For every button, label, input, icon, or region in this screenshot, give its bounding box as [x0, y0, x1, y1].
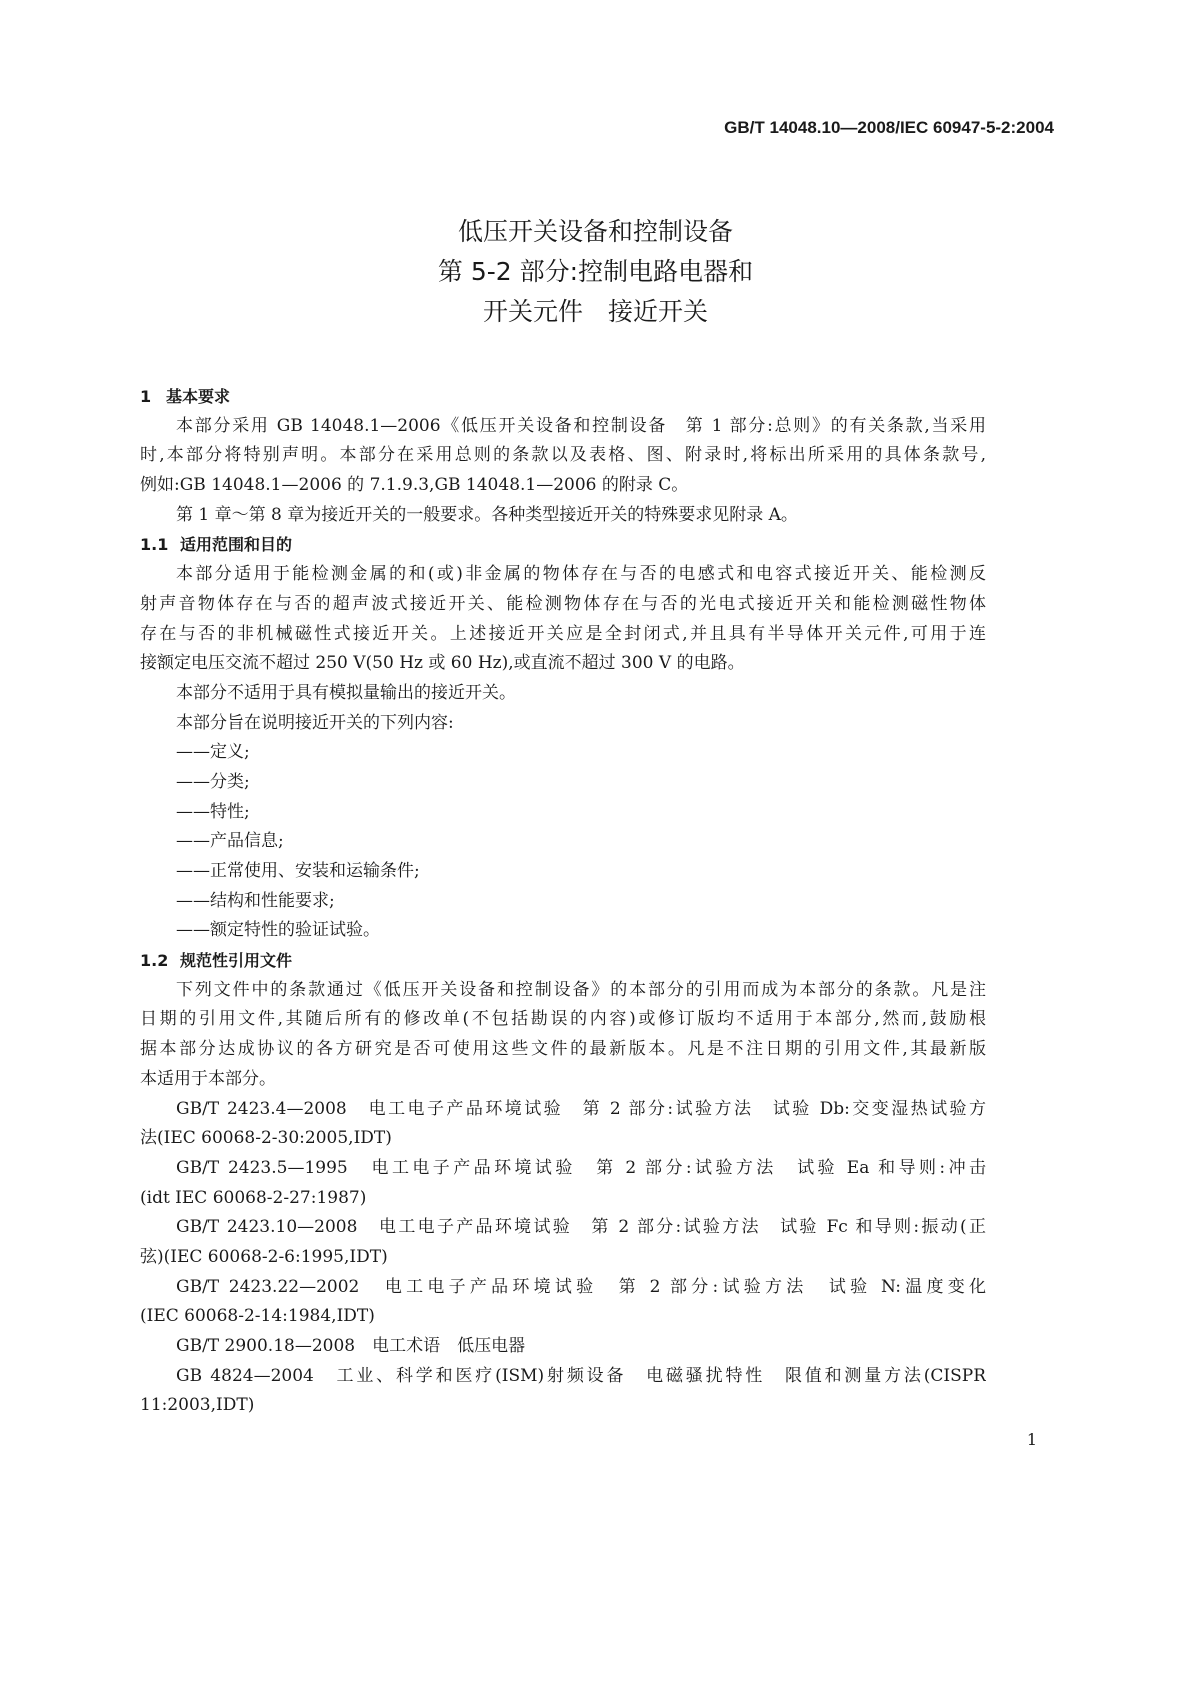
paragraph-line: 本部分适用于能检测金属的和(或)非金属的物体存在与否的电感式和电容式接近开关、能检测反 [176, 564, 986, 585]
paragraph-line: ——特性; [176, 801, 250, 822]
paragraph-line: GB/T 2423.22—2002 电工电子产品环境试验 第 2 部分:试验方法 试验 N:温度变化 [176, 1276, 986, 1297]
paragraph-line: 时,本部分将特别声明。本部分在采用总则的条款以及表格、图、附录时,将标出所采用的具体条款号, [140, 445, 986, 466]
section-title: 规范性引用文件 [180, 951, 293, 971]
paragraph-line: ——定义; [176, 742, 250, 763]
paragraph-line: 法(IEC 60068-2-30:2005,IDT) [140, 1128, 392, 1149]
paragraph-line: 本部分旨在说明接近开关的下列内容: [176, 712, 454, 733]
paragraph-line: ——结构和性能要求; [176, 890, 335, 911]
title-line: 第 5-2 部分:控制电路电器和 [437, 257, 754, 286]
paragraph-line: ——额定特性的验证试验。 [176, 920, 380, 941]
title-line: 开关元件 接近开关 [482, 297, 708, 326]
paragraph-line: ——正常使用、安装和运输条件; [176, 861, 420, 881]
section-heading [140, 530, 986, 560]
section-heading [140, 382, 986, 412]
paragraph-line: GB/T 2423.4—2008 电工电子产品环境试验 第 2 部分:试验方法 试验 Db:交变湿热试验方 [176, 1098, 986, 1119]
paragraph-line: 第 1 章～第 8 章为接近开关的一般要求。各种类型接近开关的特殊要求见附录 A。 [176, 504, 798, 525]
paragraph-line: GB/T 2423.5—1995 电工电子产品环境试验 第 2 部分:试验方法 试验 Ea 和导则:冲击 [176, 1157, 986, 1178]
paragraph-line: 本部分不适用于具有模拟量输出的接近开关。 [176, 682, 516, 703]
standard-number-header: GB/T 14048.10—2008/IEC 60947-5-2:2004 [724, 118, 1054, 137]
title-line: 低压开关设备和控制设备 [457, 217, 733, 246]
paragraph-line: 本适用于本部分。 [140, 1068, 276, 1089]
paragraph-line: 11:2003,IDT) [140, 1395, 255, 1416]
section-title: 基本要求 [166, 387, 231, 406]
paragraph-line: 接额定电压交流不超过 250 V(50 Hz 或 60 Hz),或直流不超过 300 V 的电路。 [140, 653, 745, 674]
section-number: 1 [140, 387, 152, 406]
paragraph-line: 射声音物体存在与否的超声波式接近开关、能检测物体存在与否的光电式接近开关和能检测磁性物体 [140, 593, 986, 614]
paragraph-line: 据本部分达成协议的各方研究是否可使用这些文件的最新版本。凡是不注日期的引用文件,其最新版 [140, 1039, 986, 1060]
paragraph-line: GB/T 2423.10—2008 电工电子产品环境试验 第 2 部分:试验方法 试验 Fc 和导则:振动(正 [176, 1217, 986, 1238]
paragraph-line: GB/T 2900.18—2008 电工术语 低压电器 [176, 1336, 526, 1356]
section-heading [140, 946, 986, 976]
paragraph-line: GB 4824—2004 工业、科学和医疗(ISM)射频设备 电磁骚扰特性 限值和测量方法(CISPR [176, 1365, 986, 1386]
paragraph-line: 存在与否的非机械磁性式接近开关。上述接近开关应是全封闭式,并且具有半导体开关元件,可用于连 [140, 623, 986, 644]
paragraph-line: ——分类; [176, 771, 250, 792]
document-body [140, 382, 986, 1421]
section-title: 适用范围和目的 [180, 535, 293, 555]
paragraph-line: ——产品信息; [176, 831, 284, 852]
section-number: 1.1 [140, 535, 169, 555]
paragraph-line: 弦)(IEC 60068-2-6:1995,IDT) [140, 1246, 388, 1267]
paragraph-line: 日期的引用文件,其随后所有的修改单(不包括勘误的内容)或修订版均不适用于本部分,然而,鼓励根 [140, 1009, 986, 1030]
paragraph-line: 本部分采用 GB 14048.1—2006《低压开关设备和控制设备 第 1 部分:总则》的有关条款,当采用 [176, 415, 986, 436]
page-number: 1 [1026, 1430, 1037, 1449]
paragraph-line: (idt IEC 60068-2-27:1987) [140, 1187, 367, 1208]
paragraph-line: 例如:GB 14048.1—2006 的 7.1.9.3,GB 14048.1—2006 的附录 C。 [140, 475, 689, 496]
paragraph-line: 下列文件中的条款通过《低压开关设备和控制设备》的本部分的引用而成为本部分的条款。凡是注 [176, 979, 986, 1000]
paragraph-line: (IEC 60068-2-14:1984,IDT) [140, 1306, 375, 1327]
document-title [0, 212, 1191, 332]
section-number: 1.2 [140, 951, 169, 971]
